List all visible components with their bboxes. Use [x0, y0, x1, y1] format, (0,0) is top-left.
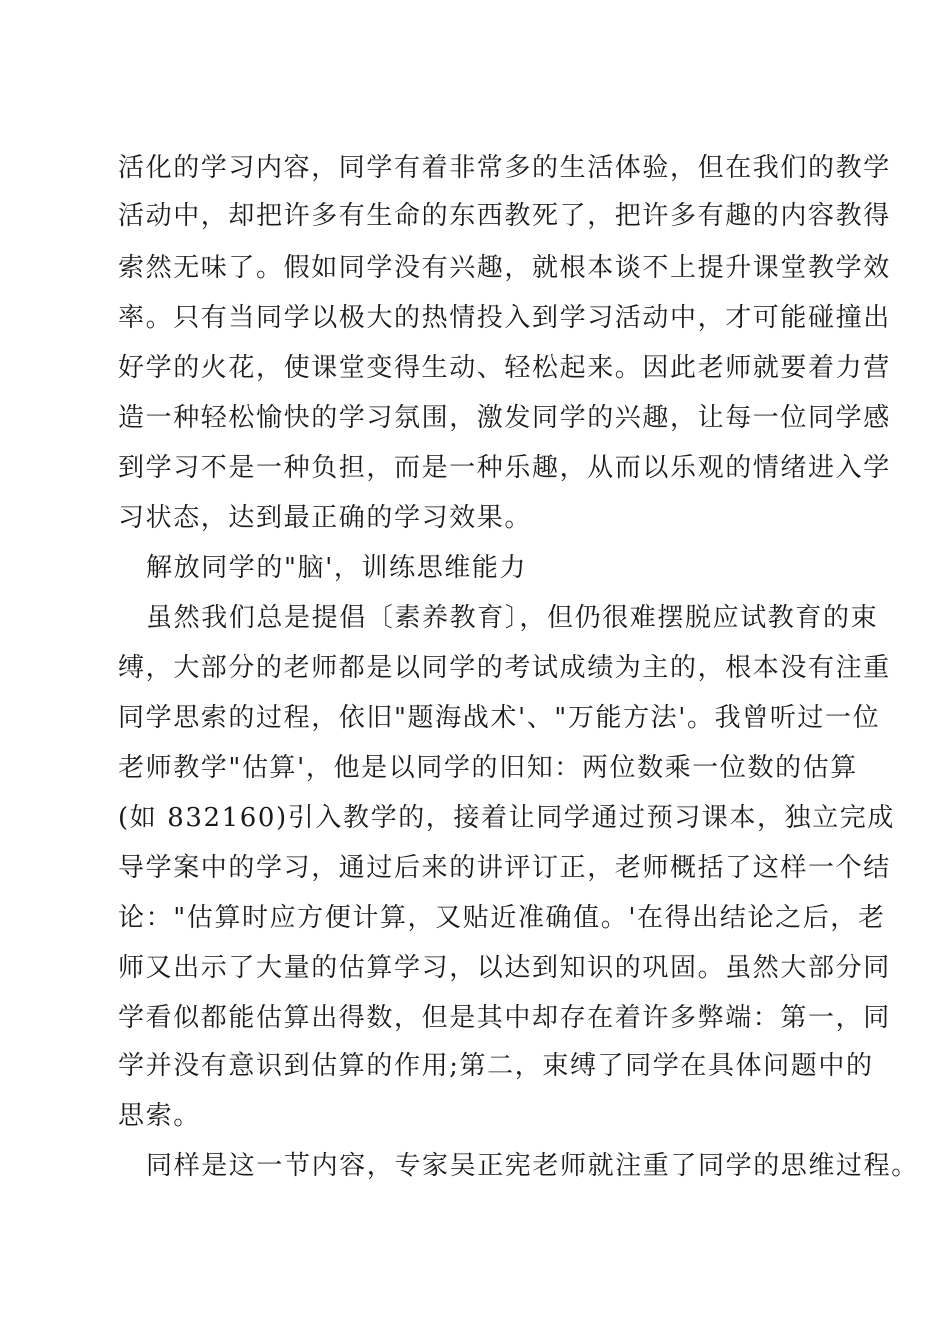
- text-line: 缚，大部分的老师都是以同学的考试成绩为主的，根本没有注重: [118, 653, 891, 683]
- text-line: 到学习不是一种负担，而是一种乐趣，从而以乐观的情绪进入学: [118, 453, 891, 483]
- text-line: 思索。: [118, 1101, 201, 1131]
- text-line: 索然无味了。假如同学没有兴趣，就根本谈不上提升课堂教学效: [118, 253, 891, 283]
- text-line: 学并没有意识到估算的作用;第二，束缚了同学在具体问题中的: [118, 1051, 874, 1081]
- text-line: (如 832160)引入教学的，接着让同学通过预习课本，独立完成: [118, 803, 896, 833]
- text-line: 老师教学"估算'，他是以同学的旧知：两位数乘一位数的估算: [118, 753, 858, 783]
- text-line: 好学的火花，使课堂变得生动、轻松起来。因此老师就要着力营: [118, 353, 891, 383]
- text-line: 同样是这一节内容，专家吴正宪老师就注重了同学的思维过程。: [146, 1151, 919, 1181]
- text-line: 同学思索的过程，依旧"题海战术'、"万能方法'。我曾听过一位: [118, 703, 881, 733]
- text-line: 虽然我们总是提倡〔素养教育〕，但仍很难摆脱应试教育的束: [146, 603, 879, 633]
- text-line: 师又出示了大量的估算学习，以达到知识的巩固。虽然大部分同: [118, 953, 891, 983]
- text-line: 学看似都能估算出得数，但是其中却存在着许多弊端：第一，同: [118, 1003, 891, 1033]
- section-heading: 解放同学的"脑'，训练思维能力: [146, 553, 528, 583]
- text-line: 造一种轻松愉快的学习氛围，激发同学的兴趣，让每一位同学感: [118, 403, 891, 433]
- text-line: 活化的学习内容，同学有着非常多的生活体验，但在我们的教学: [118, 153, 891, 183]
- text-line: 活动中，却把许多有生命的东西教死了，把许多有趣的内容教得: [118, 201, 891, 231]
- text-line: 习状态，达到最正确的学习效果。: [118, 503, 533, 533]
- text-line: 论："估算时应方便计算，又贴近准确值。'在得出结论之后，老: [118, 903, 886, 933]
- text-line: 导学案中的学习，通过后来的讲评订正，老师概括了这样一个结: [118, 853, 891, 883]
- text-line: 率。只有当同学以极大的热情投入到学习活动中，才可能碰撞出: [118, 303, 891, 333]
